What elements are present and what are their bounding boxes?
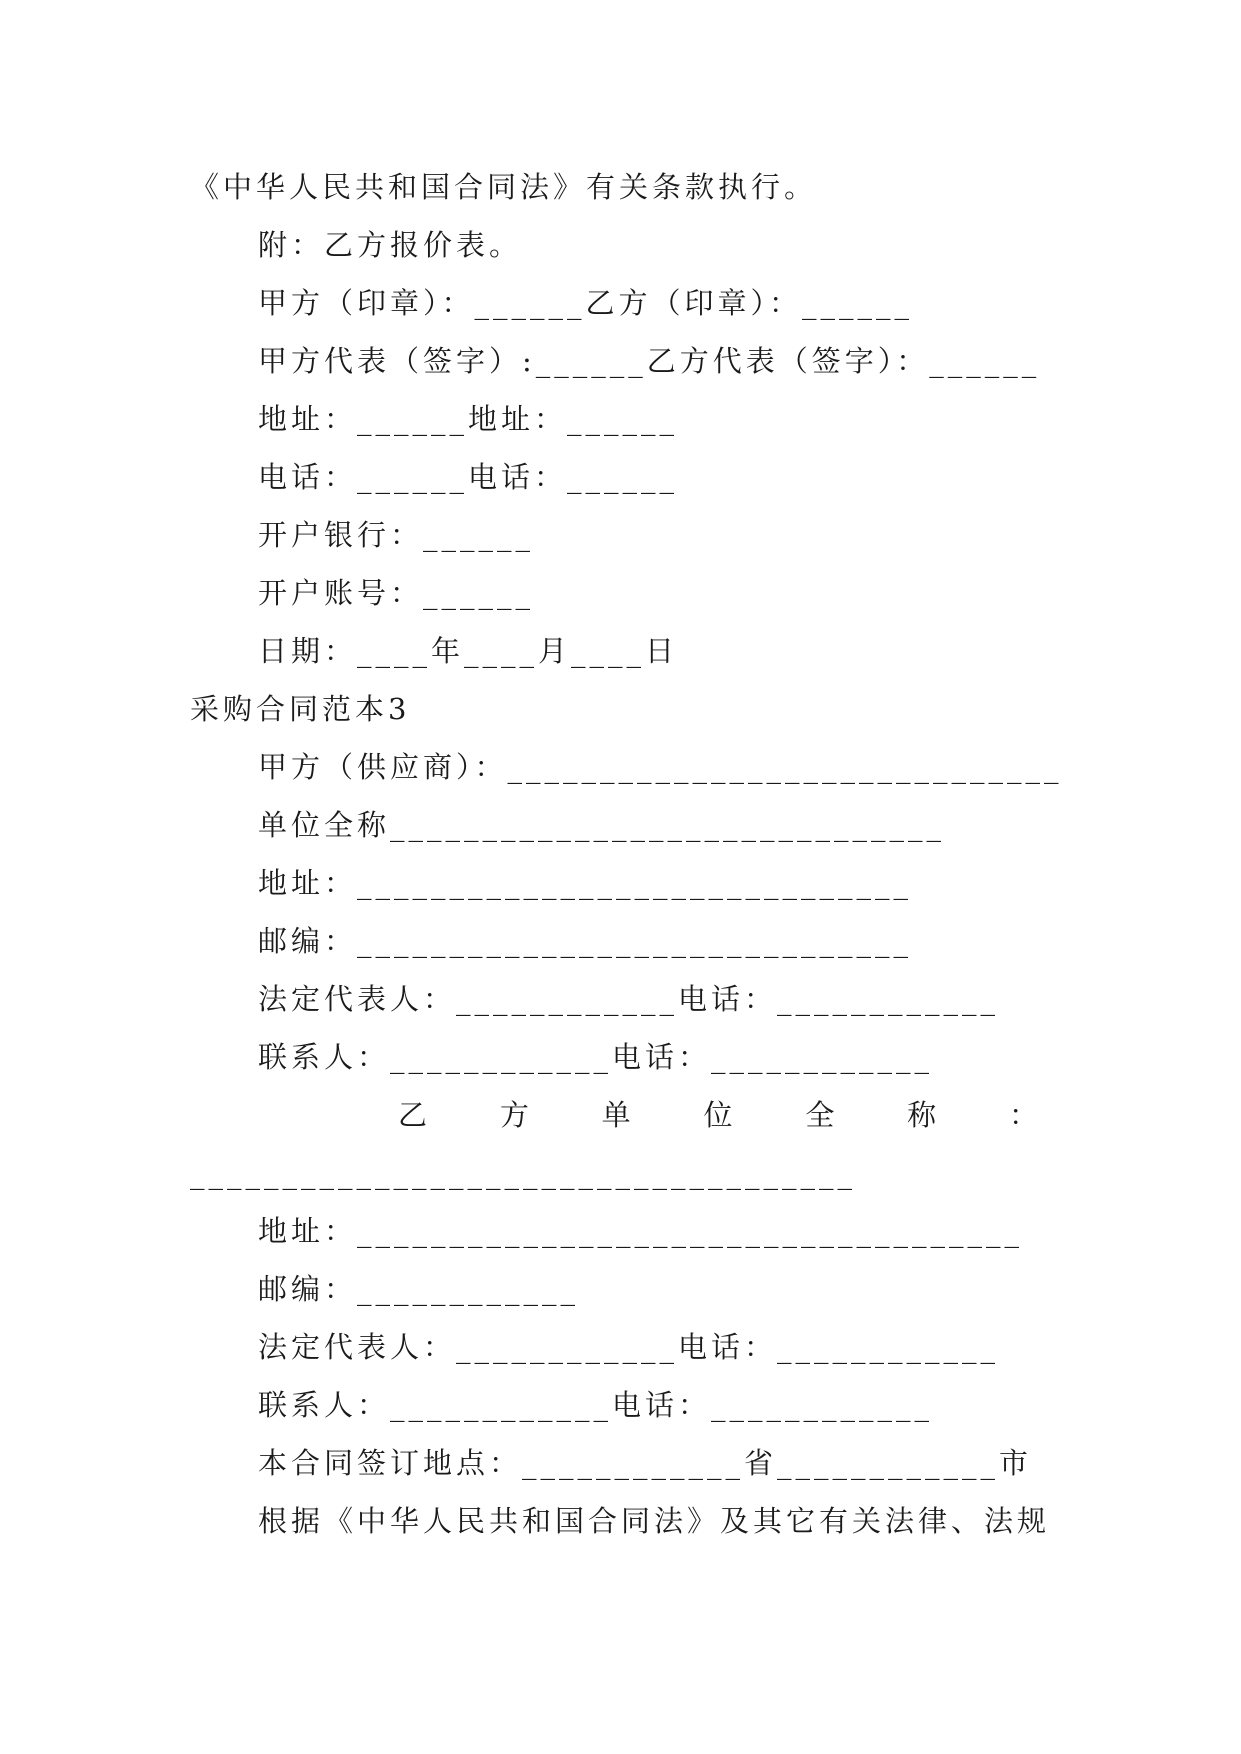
phone-line: 电话：______电话：______: [258, 460, 679, 494]
account-line: 开户账号：______: [258, 576, 535, 610]
party-b-contact-line: 联系人：____________电话：____________: [258, 1388, 934, 1422]
attachment-note: 附：乙方报价表。: [258, 228, 523, 262]
party-a-company-name-line: 单位全称______________________________: [258, 808, 946, 842]
party-b-address-line: 地址：____________________________________: [258, 1214, 1024, 1248]
signing-location-line: 本合同签订地点：____________省____________市: [258, 1446, 1033, 1480]
spaced-char: 乙: [398, 1098, 428, 1132]
contract-clause-text: 《中华人民共和国合同法》有关条款执行。: [190, 170, 818, 204]
party-a-postcode-line: 邮编：______________________________: [258, 924, 913, 958]
party-b-postcode-line: 邮编：____________: [258, 1272, 580, 1306]
spaced-char: 全: [805, 1098, 835, 1132]
party-b-legal-rep-line: 法定代表人：____________电话：____________: [258, 1330, 1000, 1364]
section-heading: 采购合同范本3: [190, 692, 411, 726]
bank-line: 开户银行：______: [258, 518, 535, 552]
party-a-address-line: 地址：______________________________: [258, 866, 913, 900]
party-b-company-name-label: [398, 1095, 1038, 1135]
spaced-char: 单: [601, 1098, 631, 1132]
representative-signature-line: 甲方代表（签字）:______乙方代表（签字）：______: [258, 344, 1041, 378]
seal-line: 甲方（印章）：______乙方（印章）：______: [258, 286, 914, 320]
date-line: 日期：____年____月____日: [258, 634, 679, 668]
party-a-contact-line: 联系人：____________电话：____________: [258, 1040, 934, 1074]
spaced-char: 方: [499, 1098, 529, 1132]
spaced-char: ：: [1008, 1098, 1038, 1132]
legal-basis-text: 根据《中华人民共和国合同法》及其它有关法律、法规: [258, 1504, 1051, 1538]
spaced-char: 位: [703, 1098, 733, 1132]
party-b-company-name-blank: ____________________________________: [190, 1156, 856, 1190]
address-line: 地址：______地址：______: [258, 402, 679, 436]
party-a-legal-rep-line: 法定代表人：____________电话：____________: [258, 982, 1000, 1016]
party-a-supplier-line: 甲方（供应商）：______________________________: [258, 750, 1063, 784]
spaced-char: 称: [907, 1098, 937, 1132]
